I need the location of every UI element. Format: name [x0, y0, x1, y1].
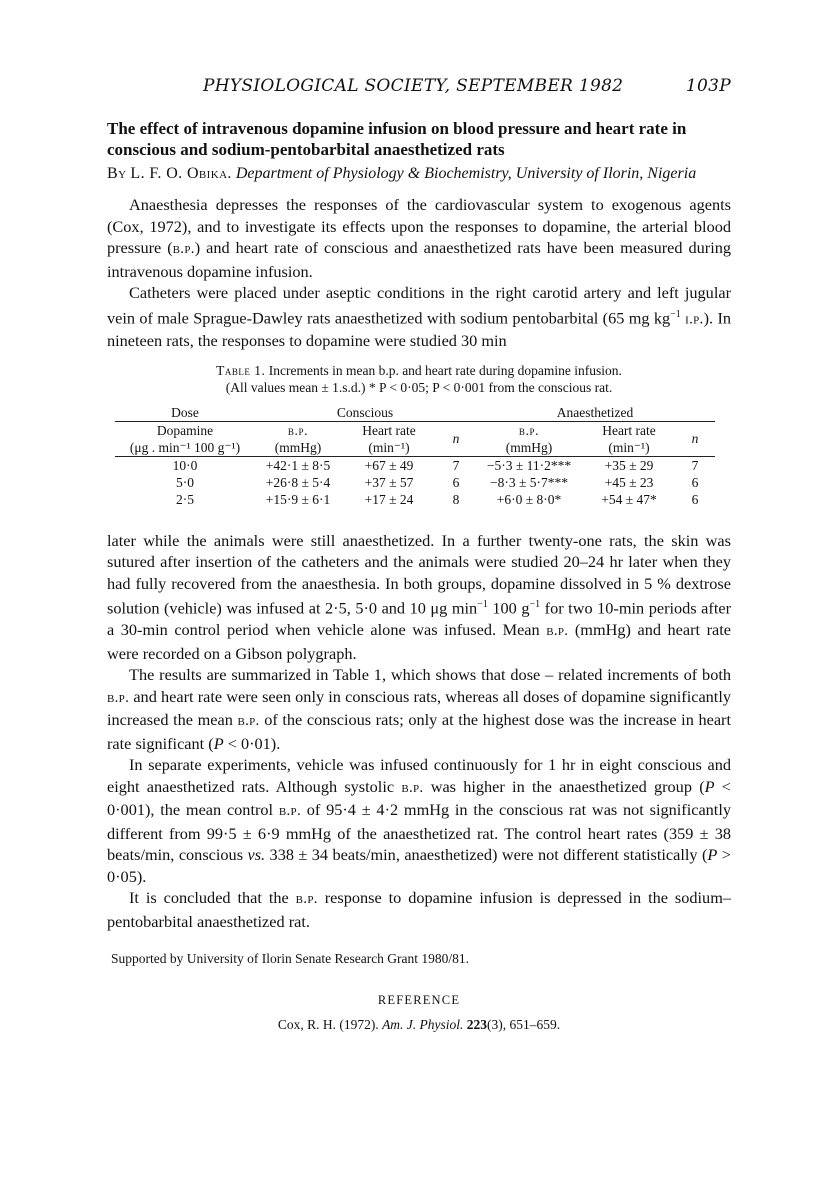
byline [107, 163, 731, 184]
table-row: 10·0 +42·1 ± 8·5 +67 ± 49 7 −5·3 ± 11·2*** +35 ± 29 7 [172, 457, 699, 473]
table-caption: Table 1. Increments in mean b.p. and heart rate during dopamine infusion. (All values mean ± 1.s.d.) * P < 0·05; P < 0·001 from the conscious rat. [216, 362, 622, 395]
table-row: 5·0 +26·8 ± 5·4 +37 ± 57 6 −8·3 ± 5·7*** +45 ± 23 6 [176, 474, 699, 490]
col-hr-conscious: Heart rate (min⁻¹) [362, 422, 416, 455]
table-1 [107, 362, 731, 508]
page-number: 103P [685, 76, 731, 96]
paragraph-conclusion: It is concluded that the b.p. response to dopamine infusion is depressed in the sodium–pentobarbital anaesthetized rat. [107, 888, 732, 931]
group-anaesthetized: Anaesthetized [556, 404, 634, 420]
reference-entry: Cox, R. H. (1972). Am. J. Physiol. 223(3), 651–659. [277, 1017, 561, 1033]
article-title: The effect of intravenous dopamine infusion on blood pressure and heart rate in conscious and sodium-pentobarbital anaesthetized rats [107, 119, 687, 159]
by-label: By [107, 165, 127, 182]
group-dose: Dose [171, 404, 199, 420]
col-bp-anaes: b.p. (mmHg) [505, 422, 553, 455]
table-group-header [115, 404, 715, 421]
group-conscious: Conscious [336, 404, 394, 420]
paragraph-results: The results are summarized in Table 1, which shows that dose – related increments of both b.p. and heart rate were seen only in conscious rats, whereas all doses of dopamine significantly increased the mean b.p. of the conscious rats; only at the highest dose was the increase in heart rate significant (P < 0·01). [107, 665, 731, 753]
funding-note: Supported by University of Ilorin Senate Research Grant 1980/81. [111, 951, 470, 967]
author-name: L. F. O. Obika. [130, 165, 232, 182]
reference-heading: REFERENCE [377, 993, 461, 1008]
table-label: Table 1. [216, 362, 266, 378]
col-dopamine: Dopamine (μg . min⁻¹ 100 g⁻¹) [129, 422, 241, 455]
col-n-anaes: n [691, 431, 699, 447]
running-head [107, 76, 731, 104]
paragraph-procedure: later while the animals were still anaesthetized. In a further twenty-one rats, the skin was sutured after insertion of the catheters and the animals were studied 20–24 hr later when they had fully recovered from the anaesthesia. In both groups, dopamine dissolved in 5 % dextrose solution (vehicle) was infused at 2·5, 5·0 and 10 μg $\min^{-1} 100$ $g^{-1}$ for two 10-min periods after a 30-min control period when vehicle alone was infused. Mean b.p. (mmHg) and heart rate were recorded on a Gibson polygraph. [107, 530, 731, 663]
table-row: 2·5 +15·9 ± 6·1 +17 ± 24 8 +6·0 ± 8·0* +54 ± 47* 6 [176, 491, 699, 507]
paragraph-intro: Anaesthesia depresses the responses of the cardiovascular system to exogenous agents (Cox, 1972), and to investigate its effects upon the responses to dopamine, the arterial blood pressure (b.p.) and heart rate of conscious and anaesthetized rats have been measured during intravenous dopamine infusion. [107, 195, 731, 281]
table-column-header [115, 421, 715, 456]
col-hr-anaes: Heart rate (min⁻¹) [602, 422, 656, 455]
affiliation: Department of Physiology & Biochemistry, University of Ilorin, Nigeria [235, 165, 697, 182]
paragraph-controls: In separate experiments, vehicle was infused continuously for 1 hr in eight conscious and eight anaesthetized rats. Although systolic b.p. was higher in the anaesthetized group (P < 0·001), the mean control b.p. of 95·4 ± 4·2 mmHg in the conscious rat was not significantly different from 99·5 ± 6·9 mmHg of the anaesthetized rat. The control heart rates (359 ± 38 beats/min, conscious vs. 338 ± 34 beats/min, anaesthetized) were not different statistically (P > 0·05). [107, 755, 731, 886]
results-table [115, 404, 715, 508]
col-n-conscious: n [452, 431, 460, 447]
col-bp-conscious: b.p. (mmHg) [274, 422, 322, 455]
journal-title: PHYSIOLOGICAL SOCIETY, SEPTEMBER 1982 [203, 76, 624, 96]
paper-page [107, 76, 731, 1033]
paragraph-methods: Catheters were placed under aseptic conditions in the right carotid artery and left jugular vein of male Sprague-Dawley rats anaesthetized with sodium pentobarbital (65 mg $kg^{-1}$ i.p.). In nineteen rats, the responses to dopamine were studied 30 min [107, 283, 732, 351]
